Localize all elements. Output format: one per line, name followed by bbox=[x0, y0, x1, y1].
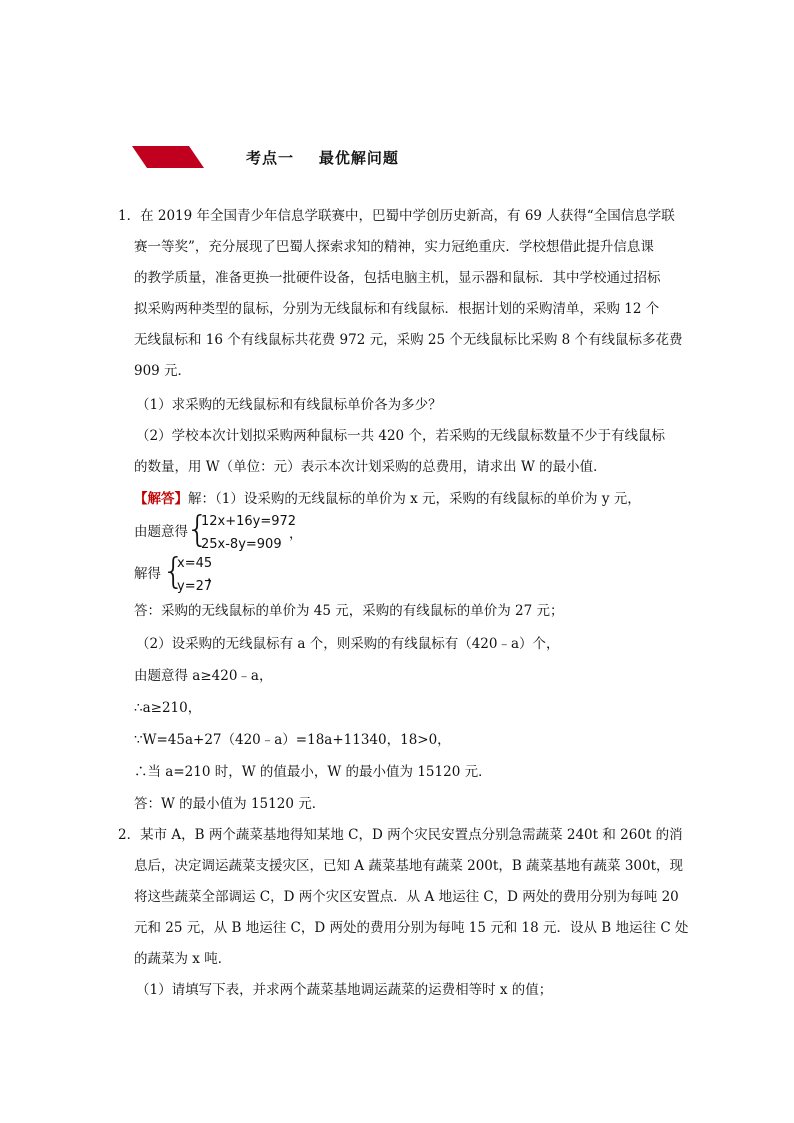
system2-prefix: 解得 bbox=[134, 566, 161, 582]
system2-eq2: y=27 bbox=[177, 579, 213, 594]
solution-line: 答：W 的最小值为 15120 元． bbox=[134, 796, 326, 812]
q2-line: 元和 25 元，从 B 地运往 C，D 两处的费用分别为每吨 15 元和 18 元．设从 B 地运往 C 处 bbox=[134, 920, 689, 936]
q2-line: 的蔬菜为 x 吨． bbox=[134, 951, 232, 967]
q1-line: 1．在 2019 年全国青少年信息学联赛中，巴蜀中学创历史新高，有 69 人获得“全国信息学联 bbox=[118, 208, 675, 224]
system1-brace: { bbox=[186, 509, 209, 550]
section-title: 考点一 最优解问题 bbox=[246, 149, 399, 167]
q1-line: 赛一等奖”，充分展现了巴蜀人探索求知的精神，实力冠绝重庆．学校想借此提升信息课 bbox=[134, 239, 654, 255]
solution-line: ∵W=45a+27（420﹣a）=18a+11340，18>0， bbox=[134, 732, 451, 748]
q2-line: 将这些蔬菜全部调运 C，D 两个灾区安置点．从 A 地运往 C，D 两处的费用分别为每吨 20 bbox=[134, 889, 679, 905]
q2-line: 息后，决定调运蔬菜支援灾区，已知 A 蔬菜基地有蔬菜 200t，B 蔬菜基地有蔬菜 300t，现 bbox=[134, 858, 684, 874]
system1-eq1: 12x+16y=972 bbox=[201, 514, 297, 529]
q1-line: 拟采购两种类型的鼠标，分别为无线鼠标和有线鼠标．根据计划的采购清单，采购 12 个 bbox=[134, 301, 660, 317]
q1-subquestion-2: （2）学校本次计划拟采购两种鼠标一共 420 个，若采购的无线鼠标数量不少于有线鼠标 bbox=[136, 428, 665, 444]
q1-line: 的数量，用 W（单位：元）表示本次计划采购的总费用，请求出 W 的最小值． bbox=[134, 459, 607, 475]
answer-tag: 【解答】 bbox=[134, 491, 188, 507]
q1-line: 的教学质量，准备更换一批硬件设备，包括电脑主机，显示器和鼠标．其中学校通过招标 bbox=[134, 270, 661, 286]
solution-line: ∴当 a=210 时，W 的值最小，W 的最小值为 15120 元． bbox=[134, 764, 492, 780]
q1-line: 909 元． bbox=[134, 363, 192, 379]
q2-subquestion-1: （1）请填写下表，并求两个蔬菜基地调运蔬菜的运费相等时 x 的值； bbox=[136, 982, 553, 998]
system1-prefix: 由题意得 bbox=[134, 524, 188, 540]
solution-line: 由题意得 a≥420﹣a， bbox=[134, 668, 273, 684]
q1-line: 无线鼠标和 16 个有线鼠标共花费 972 元，采购 25 个无线鼠标比采购 8 个有线鼠标多花费 bbox=[134, 332, 683, 348]
system1-suffix: ， bbox=[289, 526, 303, 542]
system2-suffix: ， bbox=[207, 568, 221, 584]
section-banner-shape bbox=[132, 146, 204, 168]
system1-eq2: 25x-8y=909 bbox=[201, 537, 282, 552]
solution-line: ∴a≥210， bbox=[134, 700, 202, 716]
q1-subquestion-1: （1）求采购的无线鼠标和有线鼠标单价各为多少？ bbox=[136, 397, 442, 413]
q2-line: 2．某市 A，B 两个蔬菜基地得知某地 C，D 两个灾民安置点分别急需蔬菜 240t 和 260t 的消 bbox=[118, 827, 683, 843]
answer-text: 解：（1）设采购的无线鼠标的单价为 x 元，采购的有线鼠标的单价为 y 元， bbox=[188, 491, 641, 507]
answer-line bbox=[134, 490, 641, 508]
system2-brace: { bbox=[162, 551, 185, 592]
system2-eq1: x=45 bbox=[177, 556, 213, 571]
solution-line: （2）设采购的无线鼠标有 a 个，则采购的有线鼠标有（420﹣a）个， bbox=[136, 636, 560, 652]
solution-line: 答：采购的无线鼠标的单价为 45 元，采购的有线鼠标的单价为 27 元； bbox=[134, 603, 564, 619]
